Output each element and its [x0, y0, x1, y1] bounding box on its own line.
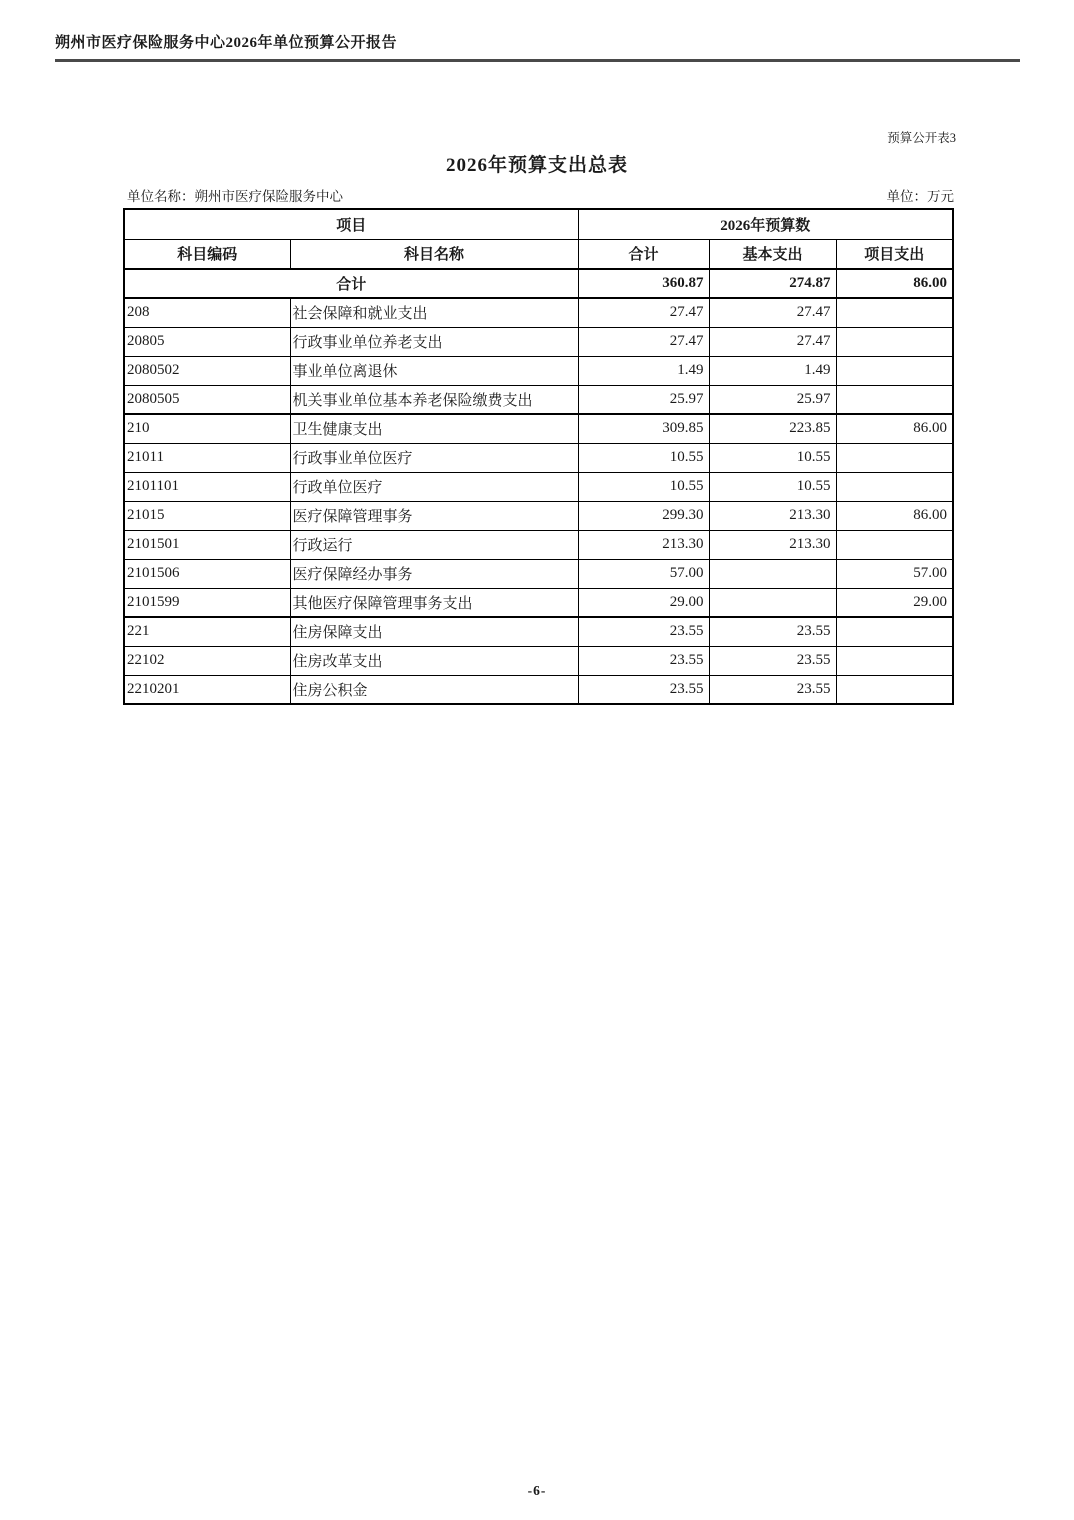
budget-table: [123, 208, 954, 705]
group-header-project: 项目: [124, 209, 578, 239]
cell-project: [836, 327, 953, 356]
table-group-header-row: [124, 209, 953, 239]
cell-total: 23.55: [578, 617, 709, 646]
cell-total: 299.30: [578, 501, 709, 530]
cell-name: 医疗保障管理事务: [290, 501, 578, 530]
cell-name: 其他医疗保障管理事务支出: [290, 588, 578, 617]
cell-name: 事业单位离退休: [290, 356, 578, 385]
cell-basic: 10.55: [709, 472, 836, 501]
cell-name: 机关事业单位基本养老保险缴费支出: [290, 385, 578, 414]
column-header-code: 科目编码: [124, 239, 290, 269]
column-header-project: 项目支出: [836, 239, 953, 269]
cell-project: 57.00: [836, 559, 953, 588]
cell-total: 27.47: [578, 327, 709, 356]
cell-code: 2101501: [124, 530, 290, 559]
cell-name: 医疗保障经办事务: [290, 559, 578, 588]
cell-name: 住房公积金: [290, 675, 578, 704]
cell-total: 29.00: [578, 588, 709, 617]
group-header-budget: 2026年预算数: [578, 209, 953, 239]
column-header-basic: 基本支出: [709, 239, 836, 269]
table-row: [124, 646, 953, 675]
cell-total: 1.49: [578, 356, 709, 385]
cell-project: [836, 356, 953, 385]
cell-basic: 27.47: [709, 298, 836, 327]
cell-basic: 213.30: [709, 501, 836, 530]
table-row: [124, 327, 953, 356]
cell-basic: 25.97: [709, 385, 836, 414]
unit-name-label: 单位名称：朔州市医疗保险服务中心: [127, 189, 343, 204]
cell-basic: 223.85: [709, 414, 836, 443]
cell-code: 2101599: [124, 588, 290, 617]
column-header-name: 科目名称: [290, 239, 578, 269]
cell-basic: [709, 559, 836, 588]
cell-basic: [709, 588, 836, 617]
cell-basic: 23.55: [709, 675, 836, 704]
cell-project: 29.00: [836, 588, 953, 617]
cell-code: 2080505: [124, 385, 290, 414]
unit-measure-label: 单位：万元: [886, 189, 954, 204]
cell-name: 住房改革支出: [290, 646, 578, 675]
table-row: [124, 588, 953, 617]
cell-total: 25.97: [578, 385, 709, 414]
cell-name: 行政事业单位医疗: [290, 443, 578, 472]
cell-code: 20805: [124, 327, 290, 356]
cell-code: 210: [124, 414, 290, 443]
cell-project: [836, 443, 953, 472]
cell-code: 2101506: [124, 559, 290, 588]
table-row: [124, 501, 953, 530]
table-row: [124, 414, 953, 443]
cell-project: [836, 298, 953, 327]
page-number: -6-: [527, 1483, 547, 1498]
cell-basic: 27.47: [709, 327, 836, 356]
cell-project: [836, 385, 953, 414]
cell-code: 21015: [124, 501, 290, 530]
cell-code: 2210201: [124, 675, 290, 704]
table-row: [124, 617, 953, 646]
table-row: [124, 443, 953, 472]
cell-total-sum: 360.87: [578, 269, 709, 298]
table-row: [124, 530, 953, 559]
cell-project: [836, 530, 953, 559]
table-row: [124, 356, 953, 385]
cell-name: 住房保障支出: [290, 617, 578, 646]
cell-code: 221: [124, 617, 290, 646]
cell-basic: 1.49: [709, 356, 836, 385]
cell-basic: 23.55: [709, 617, 836, 646]
cell-name: 社会保障和就业支出: [290, 298, 578, 327]
table-row: [124, 298, 953, 327]
cell-basic: 10.55: [709, 443, 836, 472]
document-header-title: 朔州市医疗保险服务中心2026年单位预算公开报告: [55, 31, 1020, 62]
cell-basic: 23.55: [709, 646, 836, 675]
table-column-header-row: [124, 239, 953, 269]
cell-total-label: 合计: [124, 269, 578, 298]
table-meta-row: [127, 185, 954, 205]
cell-total: 23.55: [578, 646, 709, 675]
cell-name: 卫生健康支出: [290, 414, 578, 443]
cell-total-project: 86.00: [836, 269, 953, 298]
cell-total: 213.30: [578, 530, 709, 559]
cell-name: 行政运行: [290, 530, 578, 559]
cell-project: [836, 472, 953, 501]
cell-project: [836, 675, 953, 704]
table-row: [124, 472, 953, 501]
cell-project: [836, 646, 953, 675]
page-title: 2026年预算支出总表: [445, 155, 628, 176]
cell-code: 22102: [124, 646, 290, 675]
table-row: [124, 385, 953, 414]
table-row: [124, 675, 953, 704]
cell-total: 10.55: [578, 472, 709, 501]
cell-project: 86.00: [836, 501, 953, 530]
cell-total: 309.85: [578, 414, 709, 443]
cell-code: 2080502: [124, 356, 290, 385]
column-header-total: 合计: [578, 239, 709, 269]
cell-name: 行政单位医疗: [290, 472, 578, 501]
cell-total-basic: 274.87: [709, 269, 836, 298]
table-row: [124, 559, 953, 588]
cell-code: 208: [124, 298, 290, 327]
total-row: [124, 269, 953, 298]
table-note: 预算公开表3: [887, 131, 956, 145]
cell-total: 10.55: [578, 443, 709, 472]
cell-project: 86.00: [836, 414, 953, 443]
table-body: [124, 269, 953, 704]
cell-total: 57.00: [578, 559, 709, 588]
cell-basic: 213.30: [709, 530, 836, 559]
cell-code: 2101101: [124, 472, 290, 501]
cell-project: [836, 617, 953, 646]
cell-code: 21011: [124, 443, 290, 472]
cell-total: 23.55: [578, 675, 709, 704]
cell-total: 27.47: [578, 298, 709, 327]
cell-name: 行政事业单位养老支出: [290, 327, 578, 356]
